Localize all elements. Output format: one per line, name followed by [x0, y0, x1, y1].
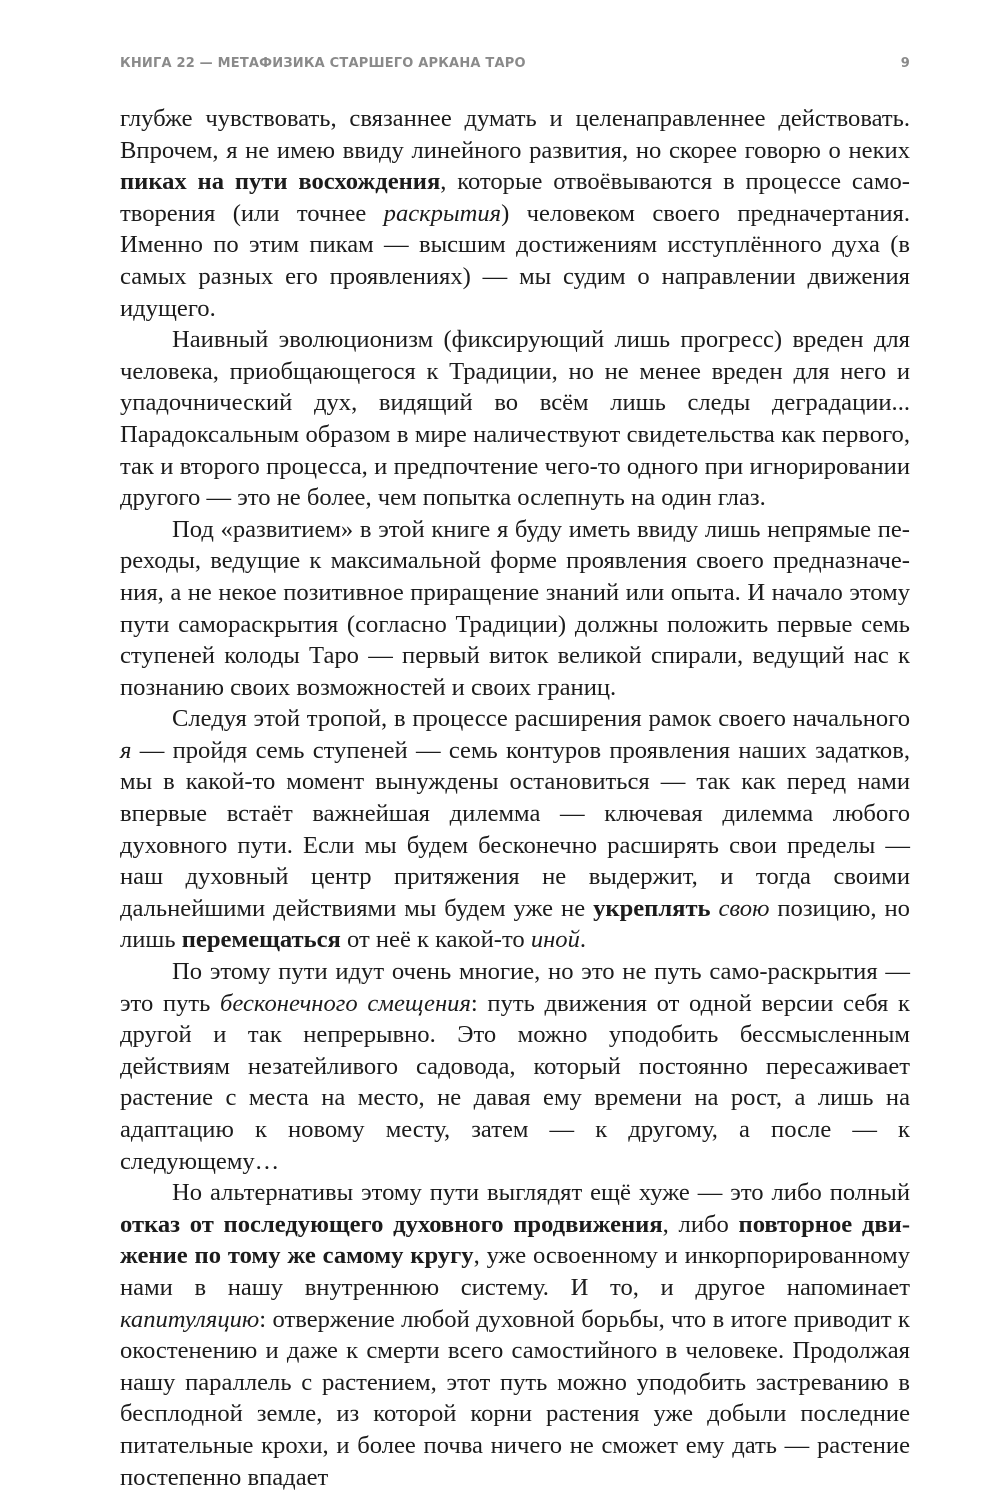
bold-emphasis: перемещаться [181, 926, 341, 954]
text-run: позицию, но лишь [120, 894, 910, 954]
text-run: ) человеком своего предначертания. Именно по этим пикам — высшим достижениям исступлённого духа (в самых разных его проявлениях) — мы судим о направлении движения идущего. [120, 199, 910, 322]
bold-emphasis: укреплять [593, 894, 711, 922]
text-run: . [579, 926, 587, 954]
text-run: , либо [662, 1210, 739, 1238]
page-number: 9 [900, 56, 910, 71]
text-run: Под «развитием» в этой книге я буду иметь ввиду лишь непрямые переходы, ведущие к максимальной форме проявления своего предназначения, а не некое позитивное приращение знаний или опыта. И начало этому пути самораскрытия (согласно Традиции) должны положить первые семь ступеней колоды Таро — первый виток великой спирали, ведущий нас к познанию своих возможностей и своих границ. [120, 515, 910, 701]
body-text [120, 103, 910, 1493]
italic-emphasis: свою [718, 894, 770, 922]
text-run: — пройдя семь ступеней — семь контуров проявления наших задатков, мы в какой-то момент вынуждены остановиться — так как перед нами впервые встаёт важнейшая дилемма — ключевая дилемма любого духовного пути. Если мы будем бесконечно расширять свои пределы — наш духовный центр притяжения не выдержит, и тогда своими дальнейшими действиями мы будем уже не [120, 736, 910, 922]
text-run: , уже освоенному и инкорпорированному нами в нашу внутреннюю систему. И то, и другое напоминает [120, 1242, 910, 1301]
bold-emphasis: отказ от последующего духовного продвижения [120, 1210, 663, 1238]
text-run: глубже чувствовать, связаннее думать и целенаправленнее действовать. Впрочем, я не имею ввиду линейного развития, но скорее говорю о неких [120, 105, 910, 164]
text-run: По этому пути идут очень многие, но это не путь само-раскрытия — это путь [120, 958, 910, 1017]
text-run: : отвержение любой духовной борьбы, что в итоге приводит к окостенению и даже к смерти всего самостийного в человеке. Продолжая нашу параллель с растением, этот путь можно уподобить застреванию в бесплодной земле, из которой корни растения уже добыли последние питательные крохи, и более почва ничего не сможет ему дать — растение постепенно впадает [120, 1305, 910, 1491]
paragraph [120, 703, 910, 956]
paragraph [120, 514, 910, 704]
paragraph [120, 103, 910, 324]
text-run: Но альтернативы этому пути выглядят ещё хуже — это либо полный [172, 1179, 910, 1207]
paragraph [120, 956, 910, 1177]
running-header [120, 56, 910, 76]
italic-emphasis: капитуляцию [120, 1305, 260, 1333]
paragraph [120, 324, 910, 514]
italic-emphasis: бесконечного смещения [220, 989, 471, 1017]
bold-emphasis: повторное движение по тому же самому кругу [120, 1210, 911, 1270]
text-run: Следуя этой тропой, в процессе расширения рамок своего начального [172, 705, 910, 733]
bold-emphasis: пиках на пути восхождения [120, 168, 441, 196]
italic-emphasis: раскрытия [383, 199, 502, 227]
running-title: КНИГА 22 — МЕТАФИЗИКА СТАРШЕГО АРКАНА ТАРО [120, 56, 526, 71]
text-run: , которые отвоёвываются в процессе само-творения (или точнее [120, 168, 911, 227]
text-run: Наивный эволюционизм (фиксирующий лишь прогресс) вреден для человека, приобщающегося к Традиции, но не менее вреден для него и упадочнический дух, видящий во всём лишь следы деградации... Парадоксальным образом в мире наличествуют свидетельства как первого, так и второго процесса, и предпочтение чего-то одного при игнорировании другого — это не более, чем попытка ослепнуть на один глаз. [120, 326, 910, 512]
italic-emphasis: иной [530, 926, 580, 954]
italic-emphasis: я [120, 736, 132, 764]
text-run: : путь движения от одной версии себя к другой и так непрерывно. Это можно уподобить бессмысленным действиям незатейливого садовода, который постоянно пересаживает растение с места на место, не давая ему времени на рост, а лишь на адаптацию к новому месту, затем — к другому, а после — к следующему… [120, 989, 910, 1175]
text-run: от неё к какой-то [340, 926, 531, 954]
text-run [711, 895, 719, 922]
paragraph [120, 1177, 910, 1493]
